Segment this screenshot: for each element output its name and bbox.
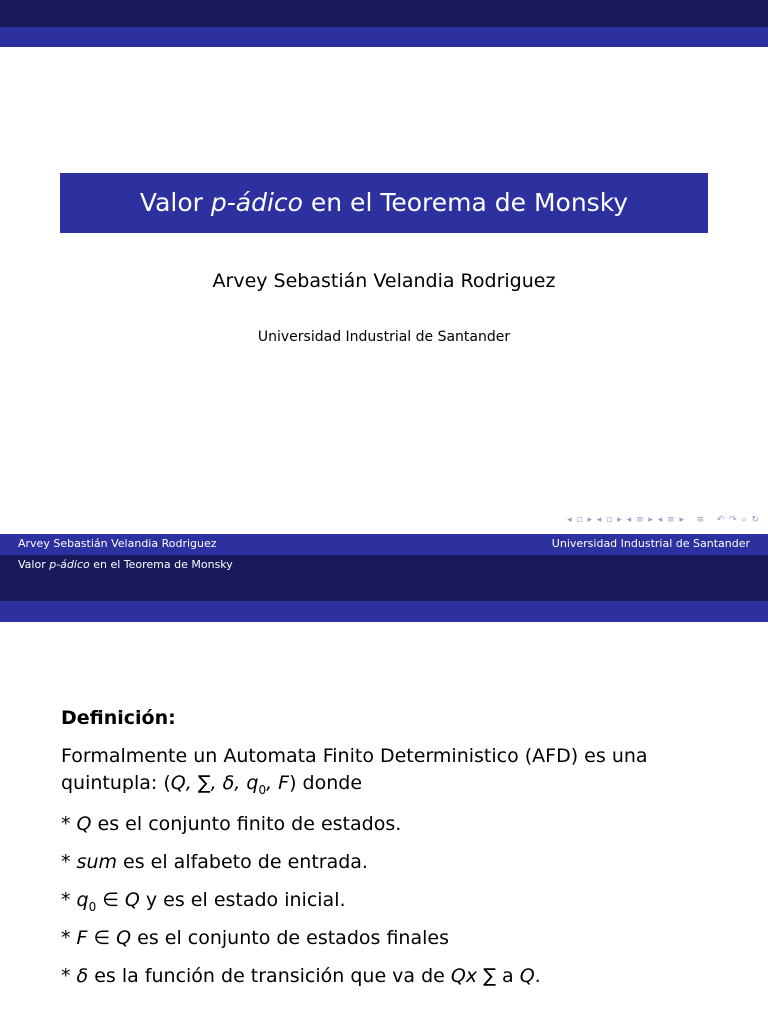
- intro-sub: 0: [258, 782, 267, 797]
- list-item: [61, 811, 741, 838]
- intro-post: ) donde: [289, 772, 363, 794]
- relation: ∈: [96, 889, 125, 911]
- symbol: Q: [76, 813, 92, 835]
- item-text-2: a: [502, 965, 520, 987]
- intro-tuple-end: , F: [266, 772, 290, 794]
- author: Arvey Sebastián Velandia Rodriguez: [212, 270, 556, 292]
- definition-intro: [61, 743, 741, 804]
- item-text-3: .: [534, 965, 541, 987]
- title-text-em: p-ádico: [210, 188, 303, 217]
- item-text: es el alfabeto de entrada.: [117, 851, 368, 873]
- item-text: es el conjunto finito de estados.: [91, 813, 402, 835]
- list-item: [61, 963, 741, 990]
- footer-title-post: en el Teorema de Monsky: [89, 558, 233, 571]
- intro-line-1: Formalmente un Automata Finito Deterministico (AFD) es una: [61, 745, 648, 767]
- title-text-post: en el Teorema de Monsky: [302, 188, 629, 217]
- symbol: q: [76, 889, 89, 911]
- symbol: δ: [76, 965, 89, 987]
- symbol-2: Qx: [450, 965, 478, 987]
- header-bar-bottom: [0, 27, 768, 47]
- bullet-star: *: [61, 813, 77, 835]
- title-text-pre: Valor: [139, 188, 211, 217]
- footer-title: [18, 558, 233, 571]
- institution: Universidad Industrial de Santander: [257, 329, 511, 345]
- list-item: [61, 887, 741, 921]
- symbol: sum: [76, 851, 117, 873]
- footer-title-pre: Valor: [18, 558, 50, 571]
- bullet-star: *: [61, 851, 77, 873]
- bullet-star: *: [61, 927, 77, 949]
- definition-heading: Definición:: [61, 707, 176, 729]
- intro-pre: quintupla: (: [61, 772, 171, 794]
- symbol-2: Q: [124, 889, 140, 911]
- header-bar-top: [0, 0, 768, 27]
- slide2-header-bar-top: [0, 576, 768, 601]
- symbol-3: ∑: [477, 965, 502, 987]
- item-text: y es el estado inicial.: [139, 889, 346, 911]
- list-item: [61, 849, 741, 876]
- footer-author: Arvey Sebastián Velandia Rodriguez: [18, 537, 217, 550]
- footer-title-em: p-ádico: [49, 558, 90, 571]
- symbol-2: Q: [116, 927, 132, 949]
- symbol: F: [76, 927, 88, 949]
- footer-institution: Universidad Industrial de Santander: [551, 537, 750, 550]
- slide-title: [60, 173, 708, 233]
- beamer-navigation-icons[interactable]: ◂ ▫ ▸ ◂ ▫ ▸ ◂ ≡ ▸ ◂ ≡ ▸ ≡ ↶ ↷ ⌕ ↻: [567, 515, 760, 525]
- slide2-header-bar-bottom: [0, 601, 768, 622]
- intro-line-2: [61, 770, 741, 804]
- bullet-star: *: [61, 965, 77, 987]
- symbol-4: Q: [519, 965, 535, 987]
- subscript: 0: [88, 899, 97, 914]
- list-item: [61, 925, 741, 952]
- relation: ∈: [87, 927, 117, 949]
- item-text: es el conjunto de estados finales: [131, 927, 449, 949]
- bullet-star: *: [61, 889, 77, 911]
- item-text: es la función de transición que va de: [88, 965, 451, 987]
- intro-tuple: Q, ∑, δ, q: [170, 772, 259, 794]
